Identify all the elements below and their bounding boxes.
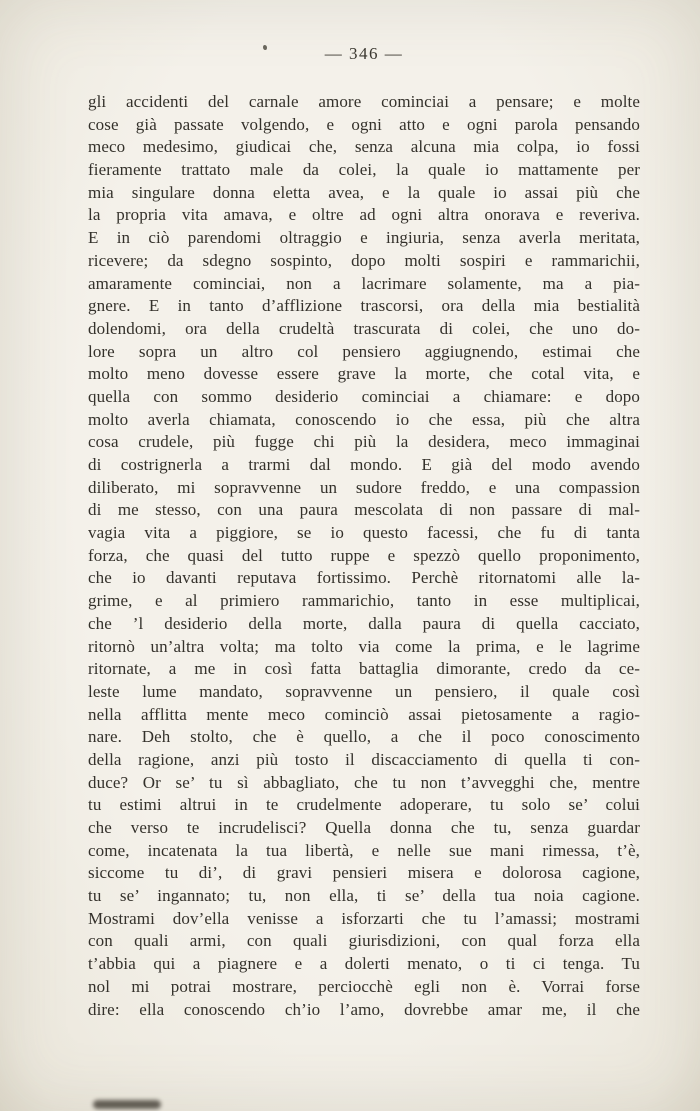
text-line: molto averla chiamata, conoscendo io che essa, più che altra <box>88 409 640 429</box>
text-line: che io davanti reputava fortissimo. Perchè ritornatomi alle la- <box>88 568 640 588</box>
text-line: nol mi potrai mostrare, perciocchè egli non è. Vorrai forse <box>88 976 640 996</box>
body-text <box>88 91 640 1021</box>
text-line: che verso te incrudelisci? Quella donna che tu, senza guardar <box>88 818 640 837</box>
text-line: tu estimi altrui in te crudelmente adoperare, tu solo se’ colui <box>88 795 640 815</box>
page-number: — 346 — <box>324 44 404 63</box>
text-line: siccome tu di’, di gravi pensieri misera e dolorosa cagione, <box>88 863 640 883</box>
text-line: della ragione, anzi più tosto il discacciamento di quella ti con- <box>88 749 640 769</box>
text-line: nella afflitta mente meco cominciò assai pietosamente a ragio- <box>88 704 640 724</box>
text-line: vagia vita a piggiore, se io questo facessi, che fu di tanta <box>88 523 640 543</box>
text-line: diliberato, mi sopravvenne un sudore freddo, e una compassion <box>88 477 640 497</box>
text-line: di me stesso, con una paura mescolata di non passare di mal- <box>88 500 640 520</box>
text-line: grime, e al primiero rammarichio, tanto in esse multiplicai, <box>88 591 640 611</box>
text-line: lore sopra un altro col pensiero aggiugnendo, estimai che <box>88 341 640 361</box>
scan-smudge <box>93 1100 161 1109</box>
text-line: gnere. E in tanto d’afflizione trascorsi, ora della mia bestialità <box>88 296 640 316</box>
text-line: amaramente cominciai, non a lacrimare solamente, ma a pia- <box>88 273 640 293</box>
text-line: forza, che quasi del tutto ruppe e spezzò quello proponimento, <box>88 545 640 565</box>
text-line: cosa crudele, più fugge chi più la desidera, meco immaginai <box>88 432 640 452</box>
text-line: che ’l desiderio della morte, dalla paura di quella cacciato, <box>88 613 640 633</box>
text-line: mia singulare donna eletta avea, e la quale io assai più che <box>88 182 640 202</box>
text-line: dire: ella conoscendo ch’io l’amo, dovrebbe amar me, il che <box>88 999 640 1019</box>
text-line: nare. Deh stolto, che è quello, a che il poco conoscimento <box>88 727 640 747</box>
text-line: ritornò un’altra volta; ma tolto via come la prima, e le lagrime <box>88 636 640 656</box>
text-line: come, incatenata la tua libertà, e nelle sue mani rimessa, t’è, <box>88 840 640 860</box>
text-line: molto meno dovesse essere grave la morte, che cotal vita, e <box>88 364 640 384</box>
text-line: fieramente trattato male da colei, la quale io mattamente per <box>88 160 640 180</box>
text-line: di costrignerla a trarmi dal mondo. E già del modo avendo <box>88 455 640 474</box>
text-line: cose già passate volgendo, e ogni atto e ogni parola pensando <box>88 114 640 134</box>
text-line: Mostrami dov’ella venisse a isforzarti che tu l’amassi; mostrami <box>88 908 640 928</box>
text-line: E in ciò parendomi oltraggio e ingiuria, senza averla meritata, <box>88 228 640 248</box>
text-line: quella con sommo desiderio cominciai a chiamare: e dopo <box>88 386 640 406</box>
text-line: tu se’ ingannato; tu, non ella, ti se’ della tua noia cagione. <box>88 886 640 906</box>
text-line: gli accidenti del carnale amore cominciai a pensare; e molte <box>88 92 640 111</box>
text-line: la propria vita amava, e oltre ad ogni altra onorava e reveriva. <box>88 205 640 225</box>
text-line: dolendomi, ora della crudeltà trascurata di colei, che uno do- <box>88 318 640 338</box>
text-line: duce? Or se’ tu sì abbagliato, che tu non t’avvegghi che, mentre <box>88 772 640 792</box>
text-line: leste lume mandato, sopravvenne un pensiero, il quale così <box>88 681 640 701</box>
text-line: t’abbia qui a piagnere e a dolerti menato, o ti ci tenga. Tu <box>88 954 640 974</box>
text-line: ritornate, a me in così fatta battaglia dimorante, credo da ce- <box>88 659 640 679</box>
text-line: meco medesimo, giudicai che, senza alcuna mia colpa, io fossi <box>88 137 640 157</box>
text-line: ricevere; da sdegno sospinto, dopo molti sospiri e rammarichii, <box>88 250 640 270</box>
text-line: con quali armi, con quali giurisdizioni, con qual forza ella <box>88 931 640 951</box>
